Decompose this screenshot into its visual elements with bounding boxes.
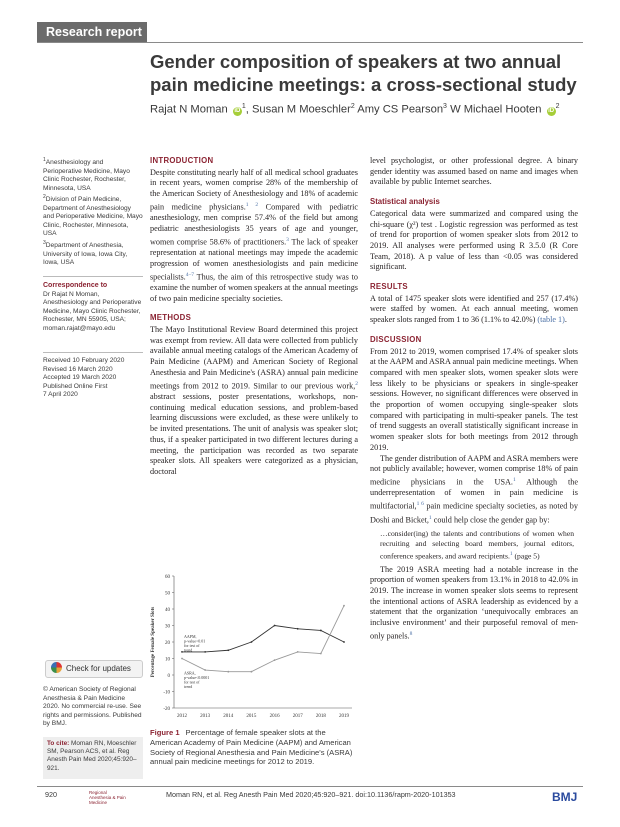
series-line-asra (182, 606, 344, 672)
footer-citation[interactable]: Moman RN, et al. Reg Anesth Pain Med 2020;45:920–921. doi:10.1136/rapm-2020-101353 (166, 790, 456, 799)
data-point-asra (227, 671, 229, 673)
discussion-paragraph: The 2019 ASRA meeting had a notable increase in the proportion of women speakers from 13.1% in 2018 to 42.0% in 2019. The increase in women speaker slots seems to represent the intentional actions of ASRA leadership as evidenced by a statement that the organization ‘unequivocally embraces an inclusive environment’ and their purposeful removal of men-only panels.$^8$ (370, 564, 578, 641)
author-affil: 2 (555, 103, 560, 110)
stats-heading: Statistical analysis (370, 197, 440, 207)
data-point-aapm (181, 651, 183, 653)
intro-paragraph: Despite constituting nearly half of all medical school graduates in recent years, women comprise 28% of the membership of the American Society of Anesthesiology and 18% of academic pain medicine physicians.$^{1 2}$ Compared with pediatric anesthesiology, men comprise 57.4% of the field but among pediatric anesthesiologists 35 years of age and younger, women comprise 58.6% of practitioners.$^3$ The lack of speaker representation at national meetings may impede the academic progression of women anesthesiologists and pain medicine specialists.$^{4-7}$ Thus, the aim of this retrospective study was to examine the number of women speakers at the annual meetings of two pain medicine specialty societies. (150, 167, 358, 303)
data-point-asra (274, 659, 276, 661)
author-affil: 3 (443, 103, 447, 110)
orcid-icon[interactable]: iD (234, 107, 241, 114)
author-name[interactable]: Amy CS Pearson (357, 103, 444, 116)
correspondence-title: Correspondence to (43, 282, 108, 289)
data-point-asra (297, 651, 299, 653)
orcid-icon[interactable]: iD (548, 107, 555, 114)
data-point-asra (181, 658, 183, 660)
y-tick-label: 40 (165, 608, 170, 613)
citation-ref[interactable]: 1 (509, 551, 513, 557)
discussion-heading: DISCUSSION (370, 334, 422, 344)
data-point-asra (343, 605, 345, 607)
x-tick-label: 2015 (246, 714, 257, 719)
citation-ref[interactable]: 1 (428, 514, 432, 521)
results-paragraph: A total of 1475 speaker slots were identified and 257 (17.4%) were staffed by women. At each annual meeting, women speaker slots ranged from 1 to 36 (1.1% to 42.0%) (table 1). (370, 293, 578, 325)
x-tick-label: 2019 (339, 714, 349, 719)
y-tick-label: 30 (165, 624, 170, 630)
citation-ref[interactable]: 1 2 (245, 201, 259, 208)
annotation-aapm: AAPM, p-value<0.01 for test of trend (184, 633, 206, 653)
header-rule (37, 42, 583, 43)
article-dates: Received 10 February 2020 Revised 16 March 2020 Accepted 19 March 2020 Published Online First 7 April 2020 (43, 357, 125, 398)
author-name[interactable]: Susan M Moeschler (251, 103, 351, 116)
article-title: Gender composition of speakers at two annual pain medicine meetings: a cross-sectional study (150, 51, 577, 95)
affiliation: $^3$Department of Anesthesia, University of Iowa, Iowa City, Iowa, USA (43, 239, 128, 267)
citation-ref[interactable]: 4–7 (185, 271, 194, 278)
crossmark-icon (51, 662, 62, 673)
figure-label: Figure 1 (150, 728, 180, 737)
y-tick-label: -10 (163, 690, 170, 696)
correspondence (43, 282, 143, 333)
series-line-aapm (182, 626, 344, 652)
x-tick-label: 2014 (223, 714, 234, 719)
methods-paragraph-cont: level psychologist, or other professional degree. A binary gender identity was assumed based on name and images when available by public Internet searches. (370, 156, 578, 187)
citation-ref[interactable]: 8 (409, 630, 413, 637)
results-heading: RESULTS (370, 282, 408, 292)
data-point-aapm (251, 641, 253, 643)
x-tick-label: 2017 (292, 714, 303, 719)
data-point-asra (320, 653, 322, 655)
annotation-asra: ASRA, p-value<0.0001 for test of trend (184, 670, 210, 689)
block-quote: …consider(ing) the talents and contributions of women when recruiting and selecting board members, journal editors, conference speakers, and award recipients.$^1$ (page 5) (380, 529, 574, 561)
data-point-aapm (204, 651, 206, 653)
methods-heading: METHODS (150, 313, 192, 323)
y-tick-label: -20 (163, 707, 170, 712)
citation-ref[interactable]: 3 (286, 236, 289, 243)
author-affil: 2 (350, 103, 355, 110)
affiliation: $^1$Anesthesiology and Perioperative Medicine, Mayo Clinic Rochester, Rochester, Minnesota, USA (43, 157, 130, 192)
data-point-aapm (343, 641, 345, 643)
author-name[interactable]: W Michael Hooten (450, 103, 542, 116)
y-axis-label: Percentage Female Speaker Slots (151, 606, 156, 678)
journal-logo: Regional Anesthesia & Pain Medicine (89, 790, 126, 805)
sidebar-divider (43, 352, 143, 353)
page-number: 920 (45, 790, 57, 799)
check-for-updates-button[interactable]: Check for updates (45, 660, 143, 678)
cite-box: To cite: Moman RN, Moeschler SM, Pearson ACS, et al. Reg Anesth Pain Med 2020;45:920–921. (43, 737, 143, 779)
citation-ref[interactable]: 1 6 (416, 501, 424, 508)
affiliation: $^2$Division of Pain Medicine, Department of Anesthesiology and Perioperative Medicine, Mayo Clinic, Rochester, Minnesota, USA (43, 194, 143, 238)
footer-rule (37, 786, 583, 787)
column-left (150, 156, 358, 478)
table-link[interactable]: (table 1) (537, 315, 565, 325)
author-affil: 1 (241, 103, 246, 110)
column-right (370, 156, 578, 642)
figure-1-chart (148, 568, 358, 726)
sidebar-divider (43, 276, 143, 277)
citation-ref[interactable]: 1 (512, 476, 516, 483)
bmj-logo: BMJ (552, 790, 578, 804)
data-point-aapm (320, 630, 322, 632)
data-point-asra (251, 671, 253, 673)
y-tick-label: 0 (167, 674, 170, 679)
author-list: Rajat N Moman $iD^1$, Susan M Moeschler$^2$ Amy CS Pearson$^3$ W Michael Hooten $iD^2$ (150, 103, 560, 116)
affiliations (43, 156, 143, 268)
y-tick-label: 10 (165, 657, 170, 663)
copyright-notice: © American Society of Regional Anesthesia & Pain Medicine 2020. No commercial re-use. See rights and permissions. Published by BMJ. (43, 686, 142, 727)
correspondence-address[interactable]: Dr Rajat N Moman, Anesthesiology and Perioperative Medicine, Mayo Clinic Rochester, Rochester, MN 55905, USA; moman.rajat@mayo.edu (43, 290, 142, 332)
data-point-asra (204, 669, 206, 671)
x-tick-label: 2012 (177, 714, 187, 719)
data-point-aapm (274, 625, 276, 627)
intro-heading: INTRODUCTION (150, 156, 214, 165)
citation-ref[interactable]: 2 (355, 380, 358, 387)
y-tick-label: 50 (165, 591, 170, 597)
x-tick-label: 2013 (200, 714, 211, 719)
data-point-aapm (227, 649, 229, 651)
methods-paragraph: The Mayo Institutional Review Board determined this project was exempt from review. All data were collected from publicly available annual meeting catalogs of the American Academy of Pain Medicine (AAPM) and American Society of Regional Anesthesia and Pain Medicine's (ASRA) annual pain medicine meetings from 2012 to 2019. Similar to our previous work,$^2$ abstract sessions, poster presentations, workshops, non-continuing medical education sessions, and problem-based learning discussions were excluded, as these were unlikely to be invited presentations. The unit of analysis was speaker slot; thus, if a speaker participated in two different lectures during a meeting, the participation was recorded as two separate speaker slots. All speakers were categorized as a physician, doctoral (150, 325, 358, 476)
discussion-paragraph: From 2012 to 2019, women comprised 17.4% of speaker slots at the AAPM and ASRA annual pain medicine meetings. When compared with men speaker slots, women speaker slots were less likely to be physicians or speakers in single-speaker sessions. However, no significant differences were observed in the proportion of women occupying single-speaker slots compared with participating in multi-speaker panels. The test of trend suggests an overall statistically significant increase in women speaker slots for both meetings from 2012 through 2019. (370, 346, 578, 452)
author-name[interactable]: Rajat N Moman (150, 103, 228, 116)
data-point-aapm (297, 628, 299, 630)
x-tick-label: 2016 (269, 714, 280, 719)
x-tick-label: 2018 (315, 714, 326, 719)
discussion-paragraph: The gender distribution of AAPM and ASRA members were not publicly available; however, women comprise 18% of pain medicine physicians in the USA.$^1$ Although the underrepresentation of women in pain medicine is multifactorial,$^{1 6}$ pain medicine specialty societies, as noted by Doshi and Bicket,$^1$ could help close the gender gap by: (370, 453, 578, 525)
figure-caption: Figure 1 Percentage of female speaker slots at the American Academy of Pain Medicine (AAPM) and American Society of Regional Anesthesia and Pain Medicine's (ASRA) annual pain medicine meetings for 2012 to 2019. (150, 728, 353, 767)
stats-paragraph: Categorical data were summarized and compared using the chi-square (χ²) test . Logistic regression was performed as test of trend for proportion of women speaker slots from 2012 to 2019. All analyses were performed using R 3.5.0 (R Core Team, 2018). A p value of less than <0.05 was considered significant. (370, 208, 578, 272)
section-tag: Research report (37, 22, 147, 42)
y-tick-label: 20 (165, 641, 170, 646)
y-tick-label: 60 (165, 575, 170, 580)
